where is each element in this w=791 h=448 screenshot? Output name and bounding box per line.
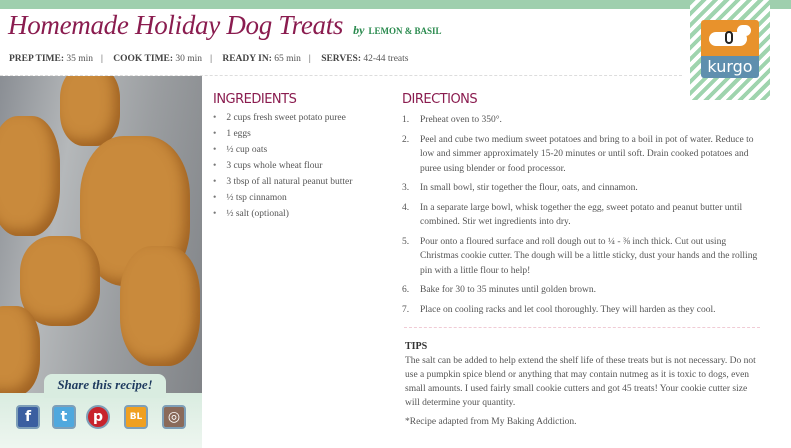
direction-step <box>402 235 764 279</box>
prep-label: PREP TIME: <box>9 54 64 64</box>
cook-value: 30 min <box>175 54 203 64</box>
direction-step <box>402 181 764 196</box>
kurgo-logo-banner[interactable] <box>690 0 770 100</box>
directions-section <box>402 92 764 429</box>
twitter-icon[interactable]: t <box>52 405 76 429</box>
directions-list <box>402 113 764 317</box>
step-text: Peel and cube two medium sweet potatoes and bring to a boil in pot of water. Reduce to low and simmer approximately 15-20 minutes or until soft. Drain cooked potatoes and puree using blender or food processor. <box>420 134 754 174</box>
ingredient: • ½ salt (optional) <box>213 209 393 225</box>
step-number: 4. <box>402 202 410 213</box>
kurgo-logo <box>701 20 759 78</box>
top-bar <box>0 0 791 9</box>
cook-label: COOK TIME: <box>113 54 174 64</box>
recipe-meta: PREP TIME: 35 min | COOK TIME: 30 min | READY IN: 65 min | SERVES: 42-44 treats <box>9 54 409 64</box>
recipe-credit: *Recipe adapted from My Baking Addiction. <box>405 417 577 427</box>
ingredient: • 3 cups whole wheat flour <box>213 161 393 177</box>
pinterest-icon[interactable]: p <box>86 405 110 429</box>
logo-text: kurgo <box>701 56 759 78</box>
prep-value: 35 min <box>66 54 94 64</box>
direction-step <box>402 303 764 318</box>
ready-value: 65 min <box>274 54 301 64</box>
tips-text: The salt can be added to help extend the shelf life of these treats but is not necessary. Do not use a pumpkin spice blend or anything that may contain nutmeg as it is toxic to dogs, even small amounts. I used fairly small cookie cutters and got 45 treats! Your cookie cutter size will determine your quantity. <box>405 356 756 408</box>
step-text: In a separate large bowl, whisk together the egg, sweet potato and peanut butter until combined. Stir wet ingredients into dry. <box>420 202 743 227</box>
direction-step <box>402 201 764 230</box>
ingredient: • ½ cup oats <box>213 145 393 161</box>
direction-step <box>402 113 764 128</box>
step-text: In small bowl, stir together the flour, oats, and cinnamon. <box>420 183 638 193</box>
direction-step <box>402 283 764 298</box>
step-number: 2. <box>402 134 410 145</box>
step-number: 3. <box>402 183 410 193</box>
by-label: by <box>353 23 365 37</box>
title-row <box>8 10 678 41</box>
ready-label: READY IN: <box>222 54 272 64</box>
share-label: Share this recipe! <box>44 374 166 398</box>
step-text: Pour onto a floured surface and roll dough out to ¼ - ⅜ inch thick. Cut out using Christmas cookie cutter. The dough will be a little sticky, dust your hands and the rolling pin with a little flour to help! <box>420 236 758 276</box>
step-text: Preheat oven to 350°. <box>420 115 502 125</box>
ingredients-list <box>213 113 393 225</box>
directions-heading: DIRECTIONS <box>402 92 478 107</box>
step-number: 5. <box>402 236 410 247</box>
step-text: Bake for 30 to 35 minutes until golden brown. <box>420 285 596 295</box>
author: LEMON & BASIL <box>368 26 442 36</box>
step-number: 6. <box>402 285 410 295</box>
tips-divider <box>404 327 760 328</box>
direction-step <box>402 133 764 177</box>
ingredient: • 1 eggs <box>213 129 393 145</box>
blog-icon[interactable]: BL <box>124 405 148 429</box>
ingredient: • 3 tbsp of all natural peanut butter <box>213 177 393 193</box>
ingredient: • ½ tsp cinnamon <box>213 193 393 209</box>
ingredients-heading: INGREDIENTS <box>213 92 297 107</box>
step-number: 1. <box>402 115 410 125</box>
step-text: Place on cooling racks and let cool thoroughly. They will harden as they cool. <box>420 304 716 315</box>
tips-heading: TIPS <box>405 341 428 352</box>
tips-section <box>402 340 764 429</box>
facebook-icon[interactable]: f <box>16 405 40 429</box>
serves-value: 42-44 treats <box>363 54 409 64</box>
ingredient: • 2 cups fresh sweet potato puree <box>213 113 393 129</box>
page-title: Homemade Holiday Dog Treats <box>8 10 344 40</box>
ingredients-section <box>213 92 393 225</box>
step-number: 7. <box>402 304 410 315</box>
instagram-icon[interactable]: ◎ <box>162 405 186 429</box>
serves-label: SERVES: <box>321 54 361 64</box>
byline <box>353 23 441 38</box>
dog-icon <box>701 20 759 56</box>
